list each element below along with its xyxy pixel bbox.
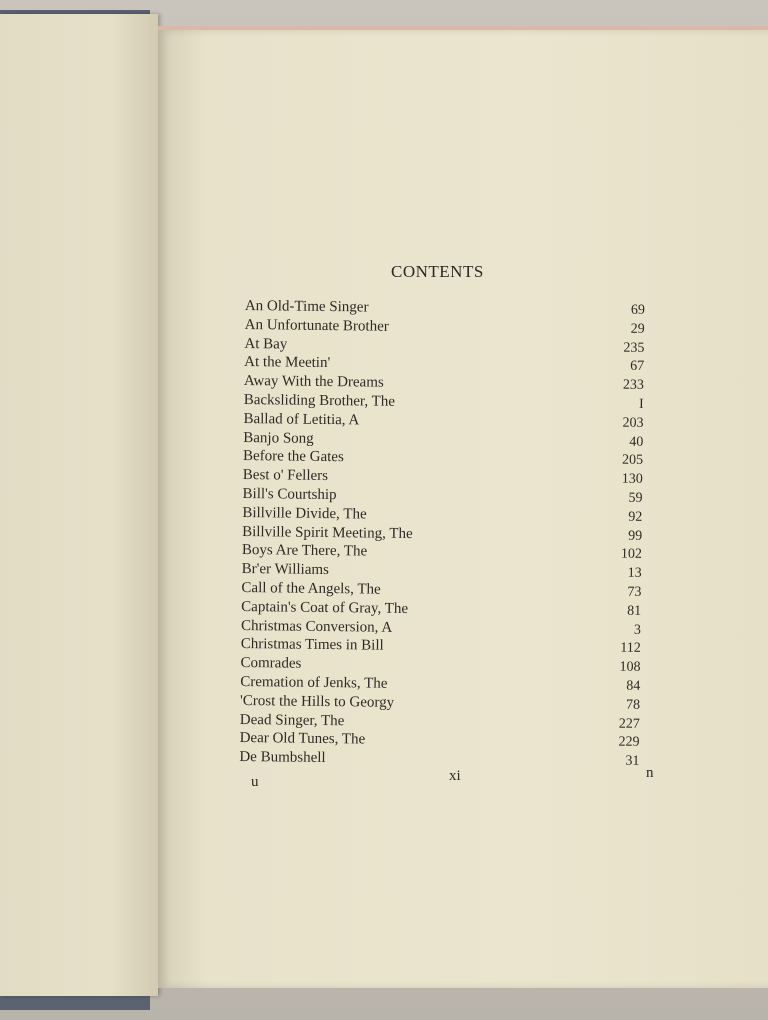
toc-entry-page: 3 bbox=[633, 622, 642, 638]
toc-entry-title: Billville Divide, The bbox=[242, 504, 367, 523]
toc-entry-title: Br'er Williams bbox=[241, 561, 330, 579]
toc-entry-page: 59 bbox=[628, 490, 643, 506]
toc-entry-title: At the Meetin' bbox=[244, 354, 331, 372]
toc-entry-title: Billville Spirit Meeting, The bbox=[242, 523, 413, 542]
table-of-contents bbox=[239, 298, 655, 773]
toc-entry-title: Best o' Fellers bbox=[242, 467, 329, 485]
page-number: xi bbox=[449, 768, 461, 784]
toc-entry-page: 73 bbox=[627, 584, 642, 600]
toc-entry-page: 84 bbox=[626, 678, 641, 694]
toc-entry-page: 205 bbox=[621, 452, 644, 469]
toc-entry-title: Boys Are There, The bbox=[241, 542, 368, 560]
toc-entry-page: 102 bbox=[620, 546, 642, 563]
toc-entry-title: Call of the Angels, The bbox=[241, 579, 381, 598]
toc-entry-title: 'Crost the Hills to Georgy bbox=[239, 692, 395, 711]
toc-entry-title: Before the Gates bbox=[242, 448, 344, 466]
toc-entry-page: 69 bbox=[630, 302, 645, 318]
toc-entry-title: At Bay bbox=[244, 335, 288, 353]
toc-entry-page: 92 bbox=[628, 509, 643, 525]
toc-entry-title: Dead Singer, The bbox=[239, 711, 345, 729]
toc-entry-page: I bbox=[638, 396, 644, 412]
toc-entry-title: Backsliding Brother, The bbox=[243, 391, 396, 410]
toc-entry-page: 31 bbox=[625, 753, 640, 769]
toc-entry-title: Comrades bbox=[240, 655, 302, 672]
toc-entry-title: Cremation of Jenks, The bbox=[240, 673, 388, 692]
toc-entry-page: 233 bbox=[622, 377, 645, 394]
toc-entry-page: 203 bbox=[622, 415, 644, 431]
toc-entry-title: De Bumbshell bbox=[239, 749, 326, 767]
contents-heading: CONTENTS bbox=[391, 262, 484, 281]
toc-entry-title: Dear Old Tunes, The bbox=[239, 730, 366, 748]
toc-entry-page: 112 bbox=[620, 640, 641, 657]
toc-entry-page: 67 bbox=[630, 359, 645, 375]
toc-entry-page: 99 bbox=[628, 528, 643, 544]
toc-entry-page: 130 bbox=[621, 471, 643, 488]
toc-entry-title: An Old-Time Singer bbox=[244, 298, 369, 316]
footer-left-mark: u bbox=[251, 774, 259, 790]
footer-right-mark: n bbox=[646, 765, 654, 781]
toc-entry-page: 29 bbox=[630, 321, 645, 337]
toc-entry-page: 40 bbox=[629, 434, 644, 450]
toc-entry-page: 108 bbox=[619, 659, 641, 675]
toc-entry-page: 227 bbox=[618, 716, 640, 732]
toc-entry-page: 235 bbox=[623, 340, 645, 356]
toc-entry-page: 78 bbox=[625, 697, 641, 713]
left-page bbox=[0, 14, 158, 996]
toc-entry-title: Bill's Courtship bbox=[242, 485, 337, 504]
toc-entry-title: Ballad of Letitia, A bbox=[243, 410, 360, 429]
toc-entry-title: Banjo Song bbox=[243, 429, 314, 447]
toc-entry-title: Captain's Coat of Gray, The bbox=[241, 598, 409, 617]
toc-entry-title: Away With the Dreams bbox=[243, 373, 384, 391]
toc-entry-page: 229 bbox=[618, 734, 640, 751]
toc-entry-title: Christmas Times in Bill bbox=[240, 636, 384, 655]
toc-entry-title: Christmas Conversion, A bbox=[240, 617, 393, 636]
toc-entry-page: 13 bbox=[627, 565, 642, 582]
toc-entry-page: 81 bbox=[627, 603, 642, 619]
toc-entry-title: An Unfortunate Brother bbox=[244, 316, 389, 335]
